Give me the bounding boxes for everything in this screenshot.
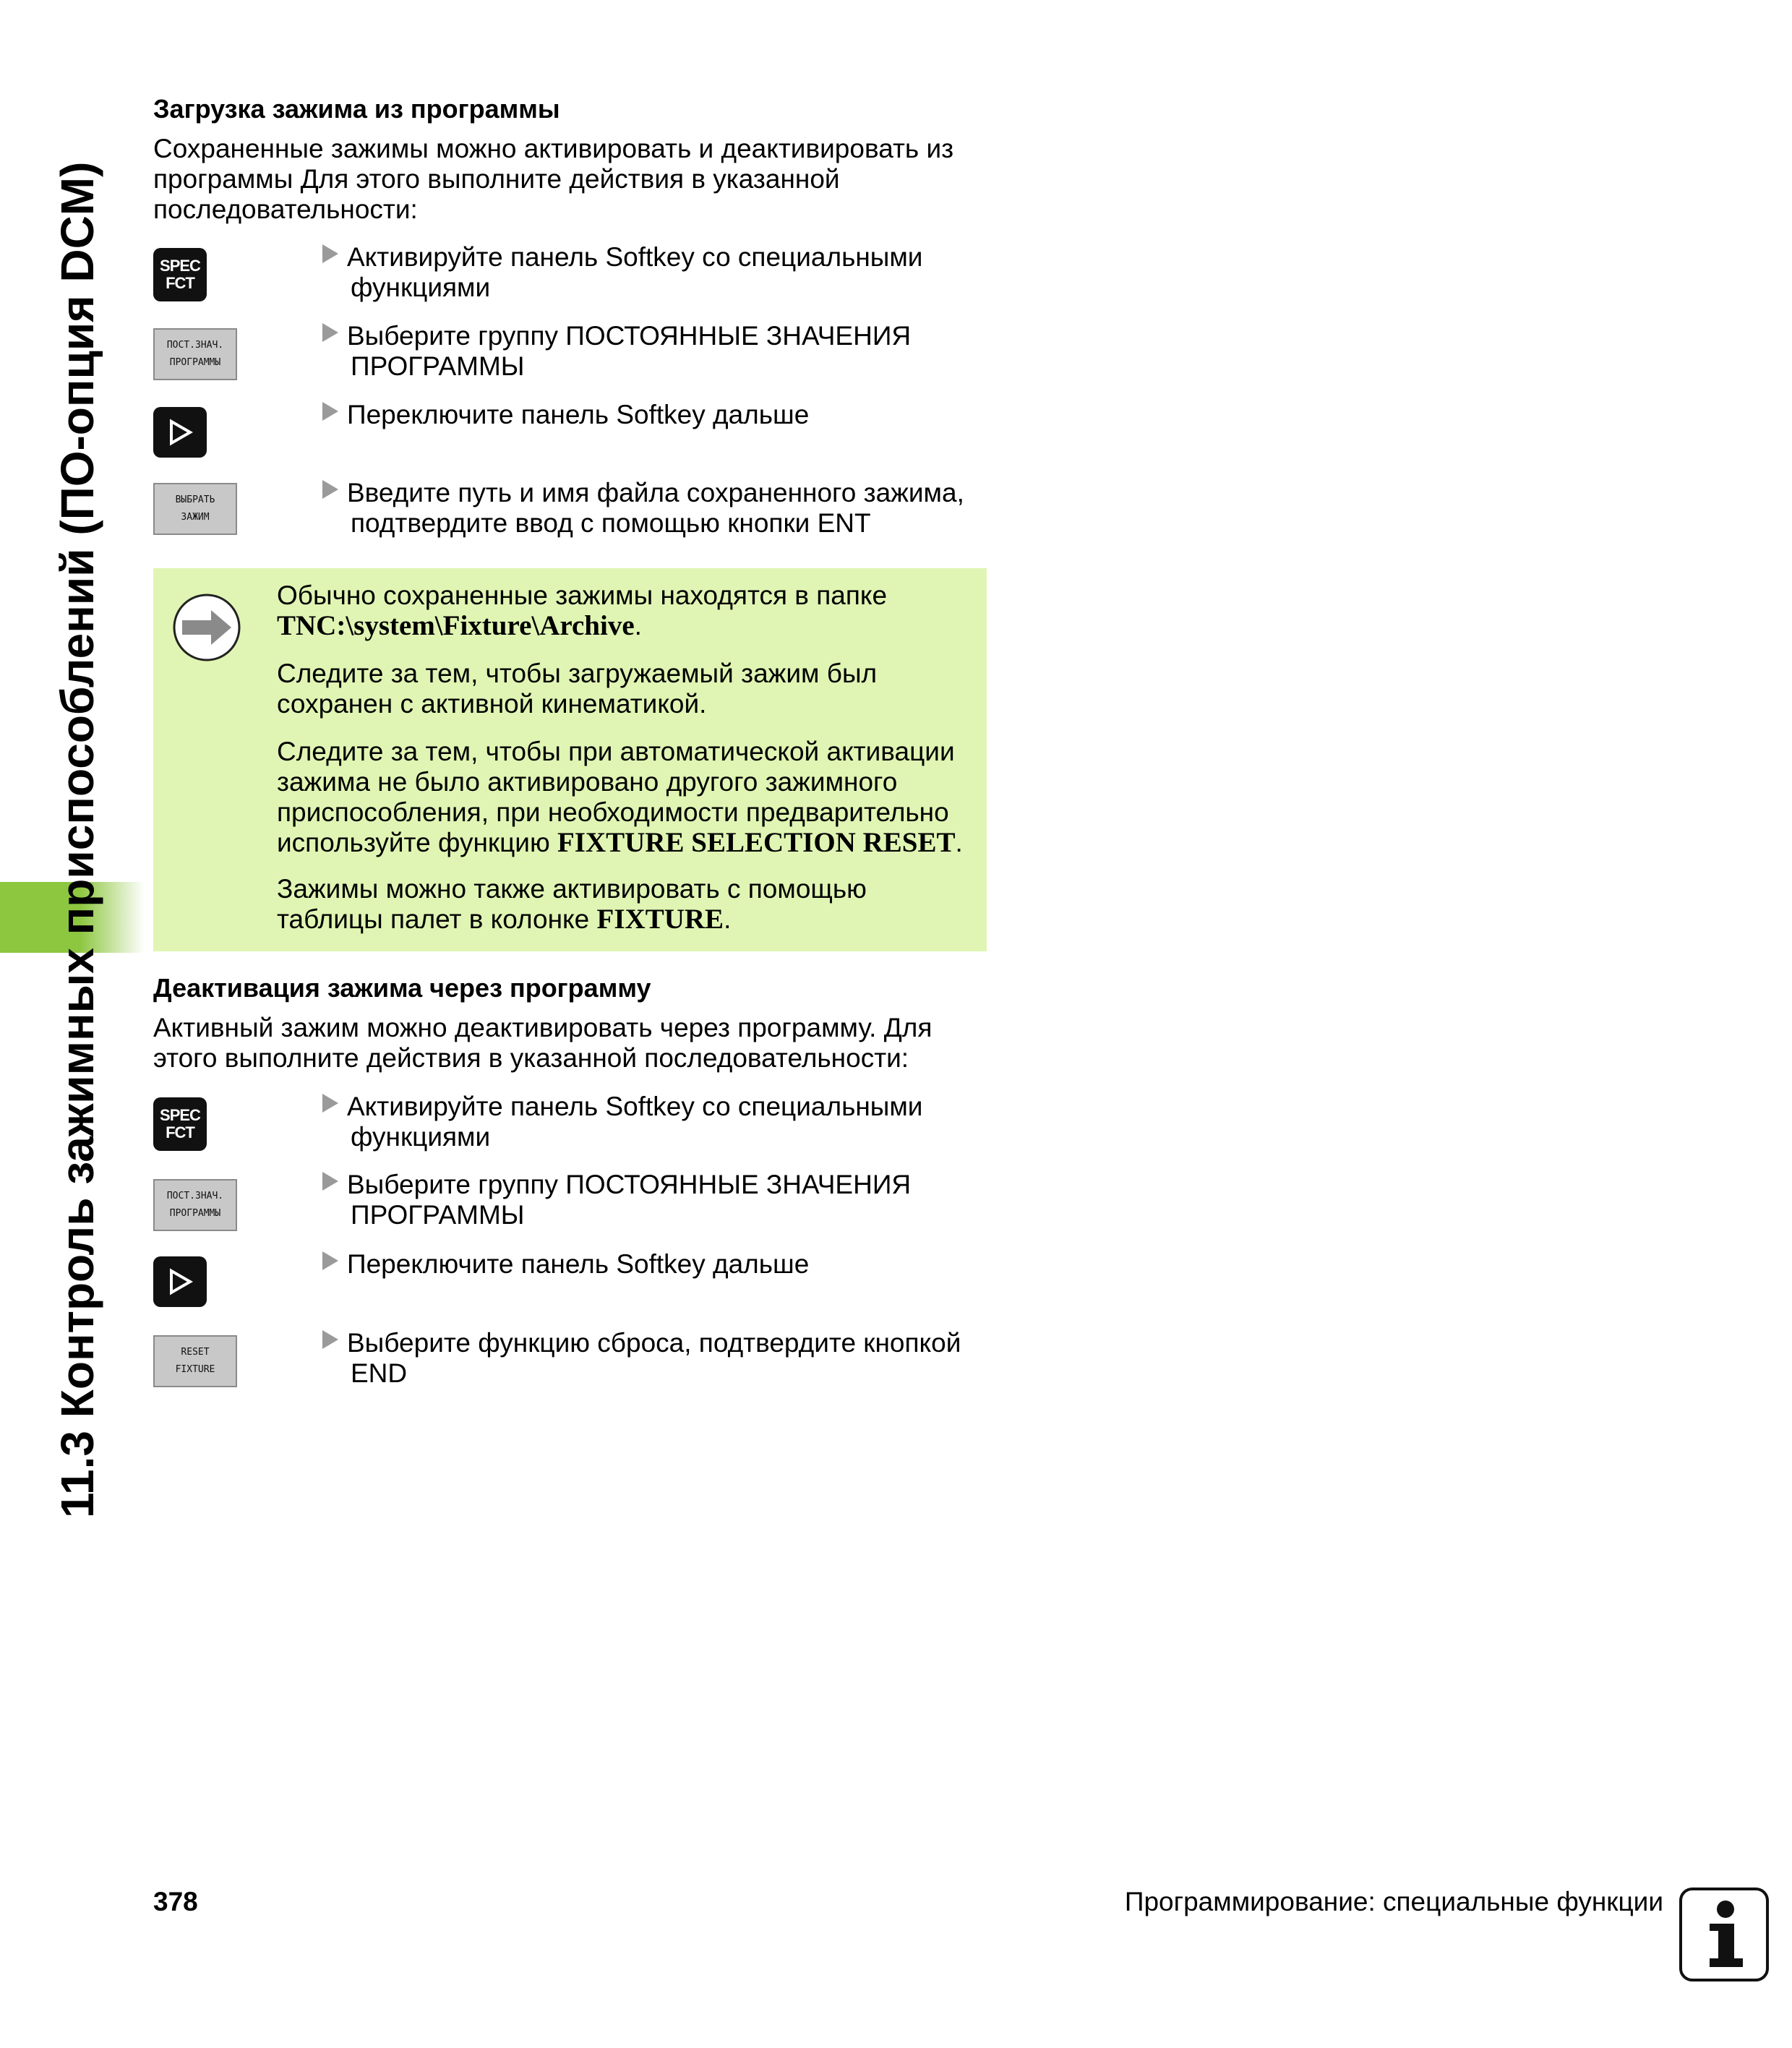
- page-number: 378: [153, 1887, 198, 1916]
- section-intro-load: Сохраненные зажимы можно активировать и деактивировать из программы Для этого выполните действия в указанной последовательности:: [153, 134, 954, 224]
- path-code: TNC:\system\Fixture\Archive: [277, 610, 635, 641]
- step-item: Выберите функцию сброса, подтвердите кнопкой END: [322, 1328, 995, 1389]
- bullet-triangle-icon: [322, 402, 338, 421]
- bullet-triangle-icon: [322, 1172, 338, 1191]
- softkey-program-constants-icon: ПОСТ.ЗНАЧ. ПРОГРАММЫ: [153, 328, 237, 380]
- footer-chapter-title: Программирование: специальные функции: [1124, 1887, 1663, 1916]
- note-box: [153, 568, 987, 951]
- next-softkey-row-key-icon: [153, 1256, 207, 1307]
- section-intro-deactivate: Активный зажим можно деактивировать через программу. Для этого выполните действия в указанной последовательности:: [153, 1013, 933, 1073]
- bullet-triangle-icon: [322, 480, 338, 499]
- bullet-triangle-icon: [322, 1094, 338, 1113]
- softkey-program-constants-icon: ПОСТ.ЗНАЧ. ПРОГРАММЫ: [153, 1179, 237, 1231]
- note-paragraph: Обычно сохраненные зажимы находятся в папке TNC:\system\Fixture\Archive.: [277, 580, 888, 641]
- section-heading-load: Загрузка зажима из программы: [153, 94, 560, 124]
- step-item: Переключите панель Softkey дальше: [322, 1249, 995, 1280]
- spec-fct-key-icon: SPEC FCT: [153, 248, 207, 301]
- step-item: Выберите группу ПОСТОЯННЫЕ ЗНАЧЕНИЯ ПРОГРАММЫ: [322, 321, 995, 382]
- spec-fct-key-icon: SPEC FCT: [153, 1097, 207, 1151]
- softkey-reset-fixture-icon: RESET FIXTURE: [153, 1335, 237, 1387]
- section-heading-deactivate: Деактивация зажима через программу: [153, 973, 651, 1003]
- arrow-right-icon: [172, 593, 241, 666]
- function-code: FIXTURE SELECTION RESET: [557, 827, 956, 858]
- bullet-triangle-icon: [322, 1251, 338, 1270]
- step-item: Активируйте панель Softkey со специальными функциями: [322, 242, 995, 303]
- softkey-select-fixture-icon: ВЫБРАТЬ ЗАЖИМ: [153, 483, 237, 535]
- step-item: Введите путь и имя файла сохраненного зажима, подтвердите ввод с помощью кнопки ENT: [322, 478, 995, 539]
- next-softkey-row-key-icon: [153, 407, 207, 458]
- step-item: Активируйте панель Softkey со специальными функциями: [322, 1092, 995, 1152]
- note-paragraph: Следите за тем, чтобы при автоматической активации зажима не было активировано другого зажимного приспособления, при необходимости предварительно используйте функцию FIXTURE SELECTION RESET.: [277, 737, 963, 858]
- info-icon: [1679, 1888, 1769, 1981]
- note-paragraph: Зажимы можно также активировать с помощью таблицы палет в колонке FIXTURE.: [277, 874, 867, 935]
- column-code: FIXTURE: [596, 904, 724, 935]
- bullet-triangle-icon: [322, 244, 338, 263]
- bullet-triangle-icon: [322, 323, 338, 342]
- bullet-triangle-icon: [322, 1330, 338, 1349]
- chapter-vertical-title: 11.3 Контроль зажимных приспособлений (ПО-опция DCM): [51, 161, 103, 1518]
- step-item: Переключите панель Softkey дальше: [322, 400, 995, 430]
- note-paragraph: Следите за тем, чтобы загружаемый зажим был сохранен с активной кинематикой.: [277, 659, 878, 719]
- step-item: Выберите группу ПОСТОЯННЫЕ ЗНАЧЕНИЯ ПРОГРАММЫ: [322, 1170, 995, 1230]
